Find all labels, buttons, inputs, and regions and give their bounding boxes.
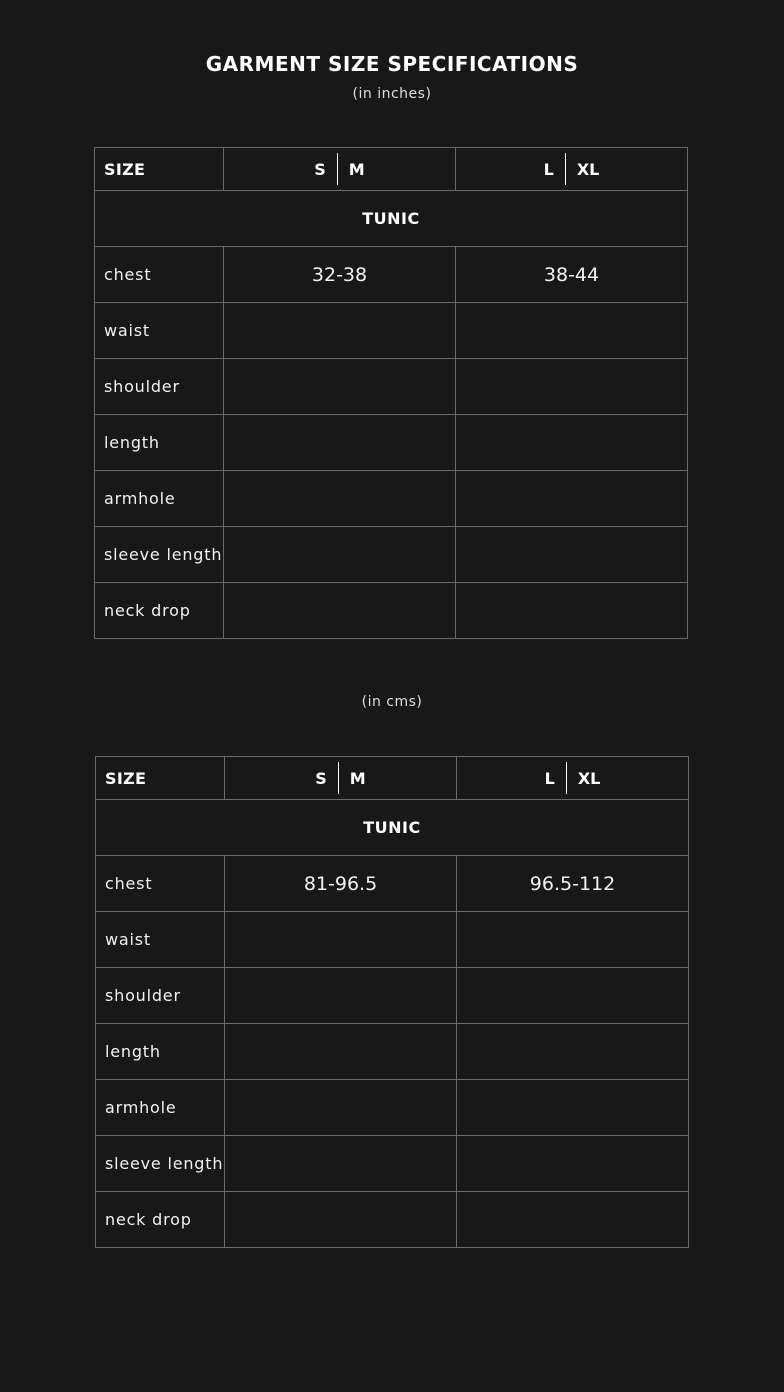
row-label-chest: chest bbox=[95, 247, 224, 303]
table-row bbox=[96, 1136, 689, 1192]
row-label-sleeve-length: sleeve length bbox=[95, 527, 224, 583]
row-label-length: length bbox=[95, 415, 224, 471]
value-l-xl bbox=[456, 415, 688, 471]
size-header-label: SIZE bbox=[96, 757, 225, 800]
value-s-m bbox=[225, 1136, 457, 1192]
row-label-length: length bbox=[96, 1024, 225, 1080]
size-m-label: M bbox=[348, 159, 365, 179]
value-l-xl bbox=[457, 1024, 689, 1080]
table-row bbox=[96, 1080, 689, 1136]
table-row bbox=[95, 359, 688, 415]
table-row bbox=[95, 527, 688, 583]
size-col-s-m bbox=[225, 757, 457, 800]
unit-label-cms: (in cms) bbox=[361, 694, 423, 710]
value-l-xl bbox=[457, 1136, 689, 1192]
size-s-label: S bbox=[314, 159, 326, 179]
table-row bbox=[95, 303, 688, 359]
size-col-s-m bbox=[224, 148, 456, 191]
row-label-shoulder: shoulder bbox=[96, 968, 225, 1024]
size-col-l-xl bbox=[456, 148, 688, 191]
value-s-m bbox=[225, 1080, 457, 1136]
table-row bbox=[95, 415, 688, 471]
row-label-shoulder: shoulder bbox=[95, 359, 224, 415]
value-s-m bbox=[225, 1024, 457, 1080]
size-l-label: L bbox=[543, 159, 554, 179]
value-s-m bbox=[224, 415, 456, 471]
value-s-m bbox=[225, 1192, 457, 1248]
table-row bbox=[96, 968, 689, 1024]
table-row bbox=[96, 1192, 689, 1248]
value-l-xl bbox=[456, 471, 688, 527]
row-label-waist: waist bbox=[95, 303, 224, 359]
row-label-armhole: armhole bbox=[95, 471, 224, 527]
size-table-inches bbox=[94, 147, 688, 639]
group-row bbox=[96, 800, 689, 856]
value-s-m bbox=[224, 359, 456, 415]
value-l-xl bbox=[457, 1080, 689, 1136]
table-row bbox=[96, 856, 689, 912]
group-row bbox=[95, 191, 688, 247]
group-label-tunic: TUNIC bbox=[95, 191, 688, 247]
row-label-chest: chest bbox=[96, 856, 225, 912]
size-header-label: SIZE bbox=[95, 148, 224, 191]
value-s-m bbox=[225, 968, 457, 1024]
size-header-row bbox=[95, 148, 688, 191]
table-row bbox=[96, 1024, 689, 1080]
group-label-tunic: TUNIC bbox=[96, 800, 689, 856]
table-row bbox=[95, 583, 688, 639]
size-header-row bbox=[96, 757, 689, 800]
value-l-xl: 96.5-112 bbox=[457, 856, 689, 912]
size-xl-label: XL bbox=[576, 159, 600, 179]
size-l-label: L bbox=[544, 768, 555, 788]
value-l-xl bbox=[456, 303, 688, 359]
size-table-cms bbox=[95, 756, 689, 1248]
value-s-m: 32-38 bbox=[224, 247, 456, 303]
value-l-xl: 38-44 bbox=[456, 247, 688, 303]
value-l-xl bbox=[457, 1192, 689, 1248]
row-label-waist: waist bbox=[96, 912, 225, 968]
table-row bbox=[96, 912, 689, 968]
value-l-xl bbox=[456, 527, 688, 583]
value-l-xl bbox=[457, 968, 689, 1024]
row-label-neck-drop: neck drop bbox=[96, 1192, 225, 1248]
row-label-sleeve-length: sleeve length bbox=[96, 1136, 225, 1192]
value-s-m: 81-96.5 bbox=[225, 856, 457, 912]
page-title: GARMENT SIZE SPECIFICATIONS bbox=[205, 52, 579, 76]
value-s-m bbox=[224, 471, 456, 527]
value-s-m bbox=[225, 912, 457, 968]
table-row bbox=[95, 247, 688, 303]
value-l-xl bbox=[456, 359, 688, 415]
size-m-label: M bbox=[349, 768, 366, 788]
row-label-neck-drop: neck drop bbox=[95, 583, 224, 639]
value-l-xl bbox=[456, 583, 688, 639]
table-row bbox=[95, 471, 688, 527]
unit-label-inches: (in inches) bbox=[352, 86, 432, 102]
size-s-label: S bbox=[315, 768, 327, 788]
value-s-m bbox=[224, 527, 456, 583]
value-l-xl bbox=[457, 912, 689, 968]
value-s-m bbox=[224, 583, 456, 639]
size-col-l-xl bbox=[457, 757, 689, 800]
value-s-m bbox=[224, 303, 456, 359]
size-xl-label: XL bbox=[577, 768, 601, 788]
row-label-armhole: armhole bbox=[96, 1080, 225, 1136]
